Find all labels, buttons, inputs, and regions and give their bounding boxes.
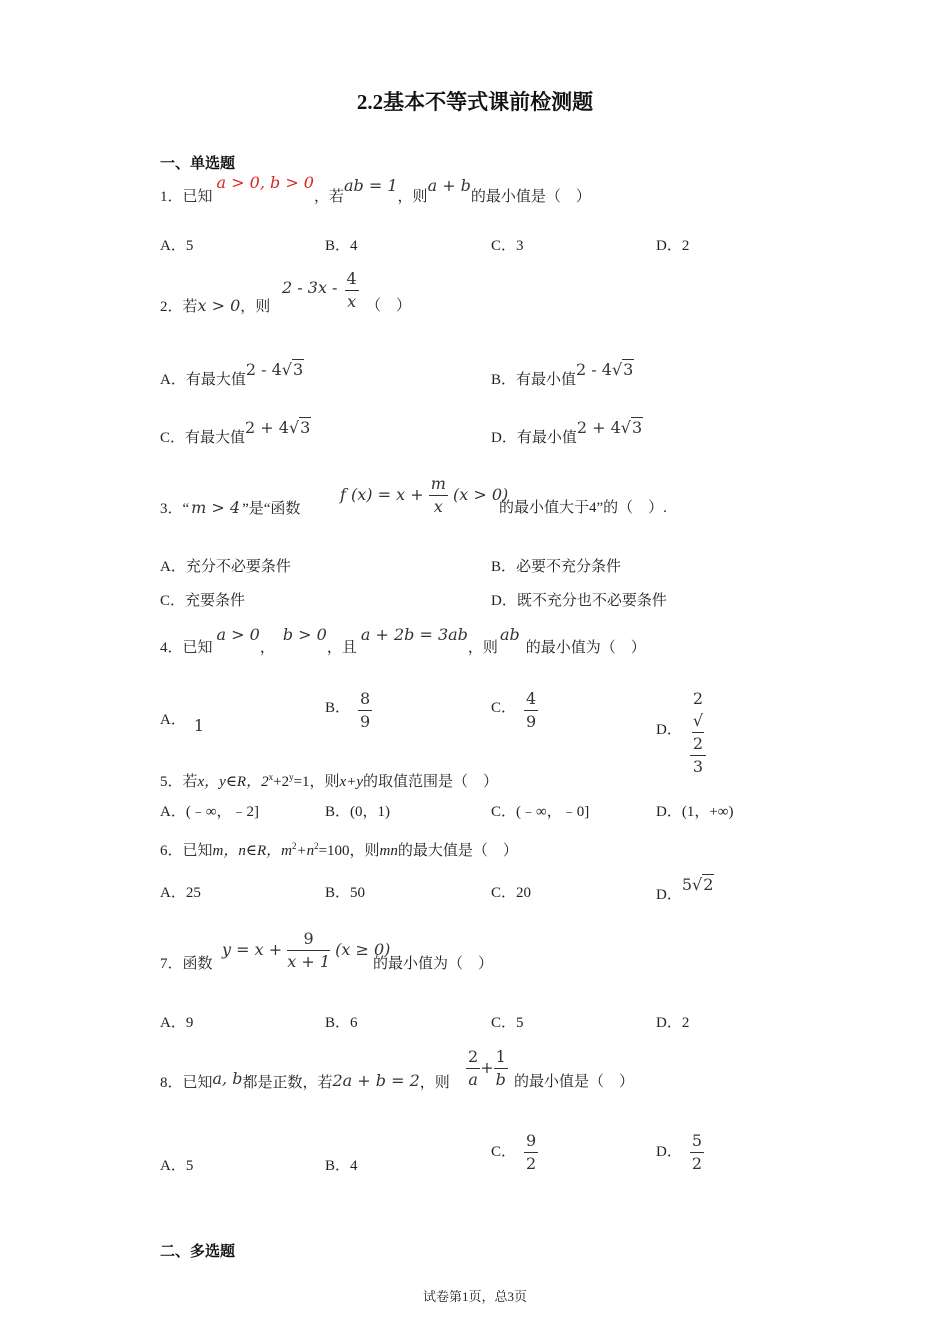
q4-text-4: 的最小值为（ ）: [525, 640, 646, 656]
q6-option-c[interactable]: C．20: [491, 885, 532, 901]
q8-opt-c-den: 2: [526, 1154, 537, 1173]
q2-opt-b-label: B．有最小值: [491, 372, 577, 388]
question-8: [160, 1069, 450, 1093]
q1-condition: a > 0, b > 0: [216, 173, 314, 192]
q6-opt-d-value: 5√2: [681, 875, 714, 894]
q2-opt-a-rad: 3: [292, 360, 304, 379]
q2-tail: （ ）: [366, 298, 412, 314]
q4-opt-b-fraction: [358, 688, 372, 733]
q5-option-b[interactable]: B．(0，1): [325, 804, 390, 820]
section-heading-multi: 二、多选题: [160, 1244, 236, 1260]
q8-opt-c-label: C．: [491, 1143, 517, 1160]
q4-cond-b: b > 0: [282, 625, 327, 644]
q5-xy: x+y: [339, 774, 363, 790]
q3-function: [340, 473, 508, 518]
q1-option-a[interactable]: A．5: [160, 238, 194, 254]
q2-option-d[interactable]: [491, 418, 643, 448]
q4-text-3: ，则: [467, 640, 498, 656]
q8-condition: 2a + b = 2: [332, 1071, 420, 1090]
q8-opt-d-num: 5: [690, 1130, 704, 1153]
q4-opt-c-fraction: [524, 688, 538, 733]
q8-fraction-2: [494, 1046, 508, 1091]
q2-frac-num: 4: [345, 268, 359, 291]
q2-opt-c-value: 2 + 4√3: [245, 418, 311, 437]
q7-fraction: [287, 928, 330, 973]
page-footer: 试卷第1页，总3页: [422, 1289, 527, 1304]
q2-opt-a-value: 2 - 4√3: [245, 360, 304, 379]
section-heading-single: 一、单选题: [160, 156, 236, 172]
q2-opt-c-label: C．有最大值: [160, 430, 246, 446]
q8-option-a[interactable]: A．5: [160, 1158, 194, 1174]
q6-sup-m: 2: [291, 841, 297, 851]
q7-left: y = x +: [222, 940, 283, 959]
q8-opt-c-fraction: [524, 1130, 538, 1175]
q6-opt-d-coef: 5: [681, 875, 693, 894]
q2-fraction: [345, 268, 359, 313]
q1-text-3: 的最小值是（ ）: [470, 189, 591, 205]
page-title: 2.2基本不等式课前检测题: [356, 90, 594, 114]
q3-frac-den: x: [433, 497, 443, 516]
q2-opt-d-label: D．有最小值: [491, 430, 577, 446]
q8-plus: +: [480, 1058, 494, 1077]
q8-opt-d-fraction: [690, 1130, 704, 1175]
q6-opt-d-label: D．: [656, 887, 682, 903]
q8-fraction-1: [466, 1046, 480, 1091]
q8-expression: [466, 1046, 508, 1091]
q4-text-2: ，且: [326, 640, 357, 656]
q4-cond-a: a > 0: [216, 625, 260, 644]
q3-option-a[interactable]: A．充分不必要条件: [160, 559, 291, 575]
q4-opt-d-label: D．: [656, 722, 682, 739]
q8-text-2: ，则: [419, 1075, 450, 1091]
question-2: [160, 296, 270, 317]
q2-opt-d-pre: 2 + 4: [576, 418, 621, 437]
q7-option-d[interactable]: D．2: [656, 1015, 690, 1031]
q3-f-right: (x > 0): [452, 485, 509, 504]
q8-f1-num: 2: [466, 1046, 480, 1069]
q2-option-b[interactable]: [491, 360, 634, 390]
q1-text-2: ，则: [397, 189, 428, 205]
q6-option-d[interactable]: [656, 875, 714, 905]
q3-fraction: [429, 473, 448, 518]
q7-option-a[interactable]: A．9: [160, 1015, 194, 1031]
question-4: [160, 625, 646, 658]
q5-sup-x: x: [268, 772, 274, 782]
q4-expression: ab: [499, 625, 520, 644]
q8-opt-d-label: D．: [656, 1143, 682, 1160]
q4-opt-b-label: B．: [325, 699, 351, 716]
q4-opt-a-value: 1: [193, 716, 205, 735]
q2-opt-b-value: 2 - 4√3: [576, 360, 634, 379]
q4-stem: 4．已知: [160, 640, 213, 656]
q5-rest: =1，则: [293, 774, 340, 790]
q6-sup-n: 2: [314, 841, 319, 851]
q8-f1-den: a: [468, 1070, 478, 1089]
q6-vars: m，n∈R，m: [212, 843, 292, 859]
q4-cond-c: a + 2b = 3ab: [360, 625, 468, 644]
q4-option-d[interactable]: [656, 688, 706, 778]
q6-plus: +n: [296, 843, 315, 859]
q3-text-1: ”是“函数: [242, 501, 301, 517]
q3-condition: m > 4: [191, 498, 241, 517]
q3-option-b[interactable]: B．必要不充分条件: [491, 559, 622, 575]
q5-vars: x，y∈R，2: [197, 774, 269, 790]
q8-vars: a, b: [212, 1069, 243, 1088]
q3-stem: 3．“: [160, 501, 190, 517]
q2-expr-main: 2 - 3x -: [282, 278, 338, 297]
q4-opt-c-label: C．: [491, 699, 517, 716]
q2-text-1: ，则: [240, 299, 271, 315]
q2-opt-b-pre: 2 - 4: [576, 360, 612, 379]
question-6: [160, 836, 518, 861]
q4-opt-b-num: 8: [358, 688, 372, 711]
q4-opt-a-label: A．: [160, 712, 186, 728]
q2-opt-d-rad: 3: [631, 418, 643, 437]
q6-stem: 6．已知: [160, 843, 213, 859]
q2-option-a[interactable]: [160, 360, 304, 390]
q2-stem: 2．若: [160, 299, 198, 315]
q5-sup-y: y: [289, 772, 294, 782]
q3-frac-num: m: [429, 473, 448, 496]
q7-option-b[interactable]: B．6: [325, 1015, 358, 1031]
q6-option-a[interactable]: A．25: [160, 885, 201, 901]
q1-option-b[interactable]: B．4: [325, 238, 358, 254]
q4-opt-d-fraction: [690, 688, 706, 778]
q6-mn: mn: [379, 843, 398, 859]
q8-option-d[interactable]: [656, 1130, 704, 1175]
q4-opt-b-den: 9: [360, 712, 371, 731]
q4-option-c[interactable]: [491, 688, 538, 733]
q4-opt-d-coef: 2: [692, 689, 704, 708]
q8-option-c[interactable]: [491, 1130, 538, 1175]
q4-opt-d-num: 2 √ 2: [690, 688, 706, 756]
q8-f2-den: b: [495, 1070, 506, 1089]
question-3: [160, 498, 300, 519]
q7-option-c[interactable]: C．5: [491, 1015, 524, 1031]
q5-option-c[interactable]: C．(﹣∞，﹣0]: [491, 804, 590, 820]
q8-option-b[interactable]: B．4: [325, 1158, 358, 1174]
q2-frac-den: x: [347, 292, 357, 311]
q2-condition: x > 0: [197, 296, 241, 315]
q7-right: (x ≥ 0): [335, 940, 391, 959]
q6-opt-d-rad: 2: [703, 875, 714, 894]
q4-opt-c-den: 9: [526, 712, 537, 731]
q5-tail: 的取值范围是（ ）: [362, 774, 498, 790]
q2-opt-d-value: 2 + 4√3: [576, 418, 643, 437]
q8-stem: 8．已知: [160, 1075, 213, 1091]
question-5: [160, 767, 498, 792]
q2-opt-c-rad: 3: [300, 418, 311, 437]
q7-function: [222, 928, 390, 973]
q3-option-d[interactable]: D．既不充分也不必要条件: [491, 593, 667, 609]
q2-opt-c-pre: 2 + 4: [245, 418, 289, 437]
q1-expression: a + b: [427, 176, 471, 195]
q8-opt-c-num: 9: [524, 1130, 538, 1153]
q8-tail: 的最小值是（ ）: [514, 1074, 635, 1090]
q5-plus: +2: [273, 774, 290, 790]
q7-tail: 的最小值为（ ）: [373, 956, 494, 972]
q1-text-1: ，若: [313, 189, 344, 205]
q1-stem: 1．已知: [160, 189, 213, 205]
question-1: [160, 173, 591, 207]
q5-option-d[interactable]: D．(1，+∞): [656, 804, 734, 820]
q7-frac-den: x + 1: [287, 952, 331, 971]
q4-option-b[interactable]: [325, 688, 372, 733]
q2-opt-a-label: A．有最大值: [160, 372, 246, 388]
q6-tail: 的最大值是（ ）: [397, 843, 518, 859]
q4-opt-d-den: 3: [692, 757, 704, 776]
q1-given: ab = 1: [344, 176, 398, 195]
q1-option-c[interactable]: C．3: [491, 238, 524, 254]
q2-option-c[interactable]: [160, 418, 311, 448]
q6-rest: =100，则: [318, 843, 380, 859]
q3-tail: 的最小值大于4”的（ ）.: [499, 500, 667, 516]
q7-frac-num: 9: [287, 928, 330, 951]
q2-opt-b-rad: 3: [623, 360, 634, 379]
question-7-stem: 7．函数: [160, 956, 213, 972]
q8-text-1: 都是正数，若: [242, 1075, 333, 1091]
q6-option-b[interactable]: B．50: [325, 885, 366, 901]
q3-option-c[interactable]: C．充要条件: [160, 593, 246, 609]
q4-text-1: ，: [259, 640, 275, 656]
q4-opt-d-rad: 2: [692, 734, 704, 753]
q4-option-a[interactable]: [160, 709, 205, 735]
q2-opt-a-pre: 2 - 4: [245, 360, 282, 379]
q4-opt-c-num: 4: [524, 688, 538, 711]
q5-stem: 5．若: [160, 774, 198, 790]
q5-option-a[interactable]: A．(﹣∞，﹣2]: [160, 804, 260, 820]
q8-f2-num: 1: [494, 1046, 508, 1069]
q2-expression: [282, 268, 359, 313]
q1-option-d[interactable]: D．2: [656, 238, 690, 254]
q3-f-left: f (x) = x +: [340, 485, 424, 504]
q8-opt-d-den: 2: [691, 1154, 703, 1173]
